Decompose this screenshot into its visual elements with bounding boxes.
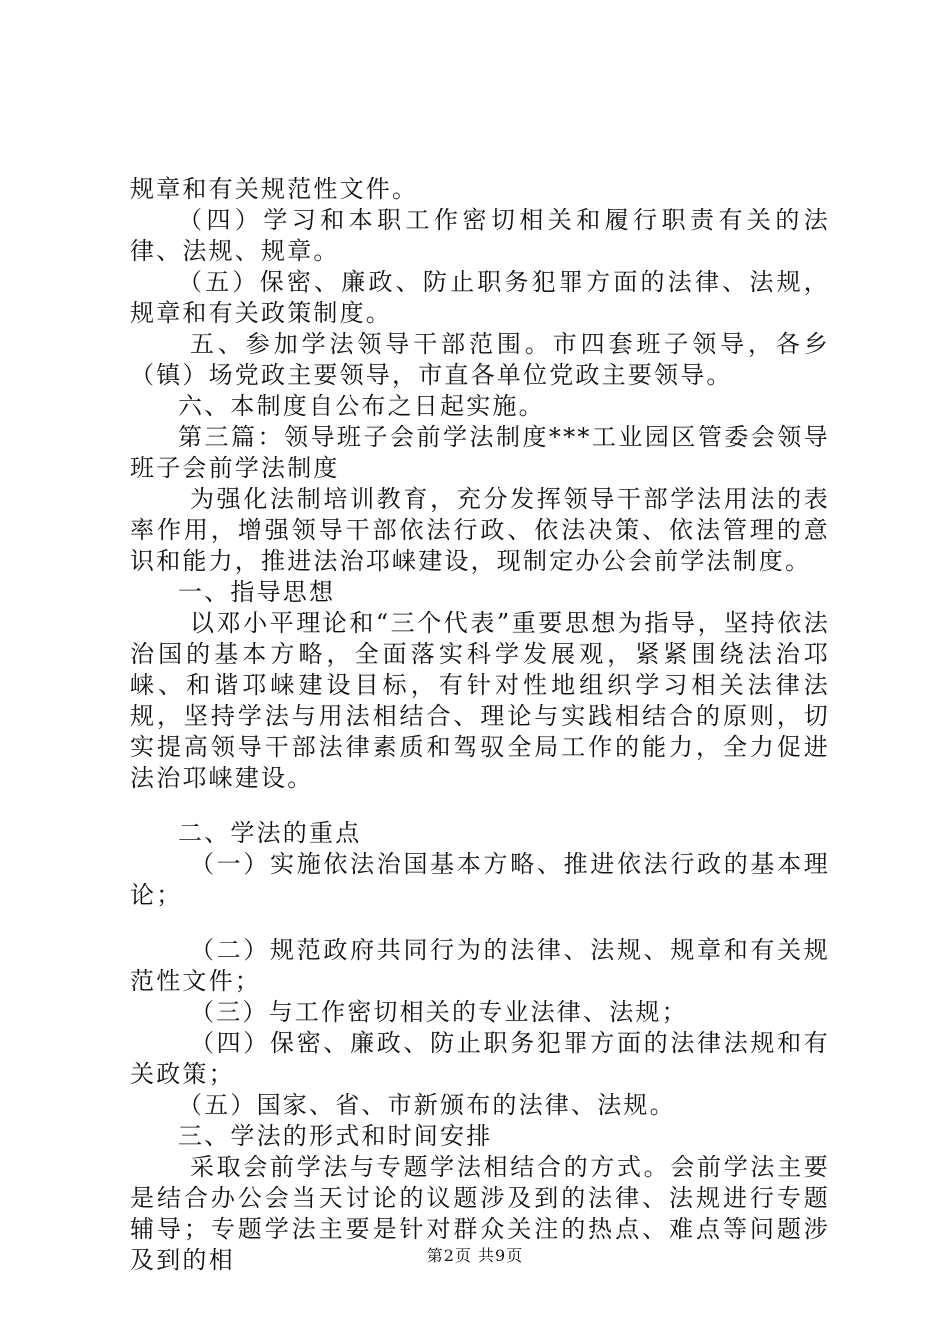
page-number: 第2页 共9页 [426,1246,524,1265]
paragraph: （五）保密、廉政、防止职务犯罪方面的法律、法规，规章和有关政策制度。 [130,268,830,327]
list-item: （二）规范政府共同行为的法律、法规、规章和有关规范性文件； [130,936,830,995]
list-item: （四）保密、廉政、防止职务犯罪方面的法律法规和有关政策； [130,1029,830,1088]
document-body [130,174,830,1276]
paragraph: （四）学习和本职工作密切相关和履行职责有关的法律、法规、规章。 [130,206,830,265]
section-heading: 一、指导思想 [178,578,336,606]
paragraph-gap [130,794,830,818]
list-item: （五）国家、省、市新颁布的法律、法规。 [178,1091,676,1119]
paragraph-gap [130,911,830,935]
paragraph: 采取会前学法与专题学法相结合的方式。会前学法主要是结合办公会当天讨论的议题涉及到的法律、法规进行专题辅导；专题学法主要是针对群众关注的热点、难点等问题涉及到的相 [130,1153,830,1274]
section-heading: 第三篇：领导班子会前学法制度***工业园区管委会领导班子会前学法制度 [130,423,830,482]
paragraph: 六、本制度自公布之日起实施。 [178,392,545,420]
paragraph: 规章和有关规范性文件。 [130,175,419,203]
section-heading: 三、学法的形式和时间安排 [178,1122,493,1150]
paragraph: 五、参加学法领导干部范围。市四套班子领导，各乡（镇）场党政主要领导，市直各单位党政主要领导。 [130,330,830,389]
paragraph: 为强化法制培训教育，充分发挥领导干部学法用法的表率作用，增强领导干部依法行政、依法决策、依法管理的意识和能力，推进法治邛崃建设，现制定办公会前学法制度。 [130,485,830,575]
paragraph: 以邓小平理论和“三个代表”重要思想为指导，坚持依法治国的基本方略，全面落实科学发展观，紧紧围绕法治邛崃、和谐邛崃建设目标，有针对性地组织学习相关法律法规，坚持学法与用法相结合、理论与实践相结合的原则，切实提高领导干部法律素质和驾驭全局工作的能力，全力促进法治邛崃建设。 [130,609,830,792]
list-item: （三）与工作密切相关的专业法律、法规； [190,998,688,1026]
section-heading: 二、学法的重点 [178,819,362,847]
list-item: （一）实施依法治国基本方略、推进依法行政的基本理论； [130,850,830,909]
